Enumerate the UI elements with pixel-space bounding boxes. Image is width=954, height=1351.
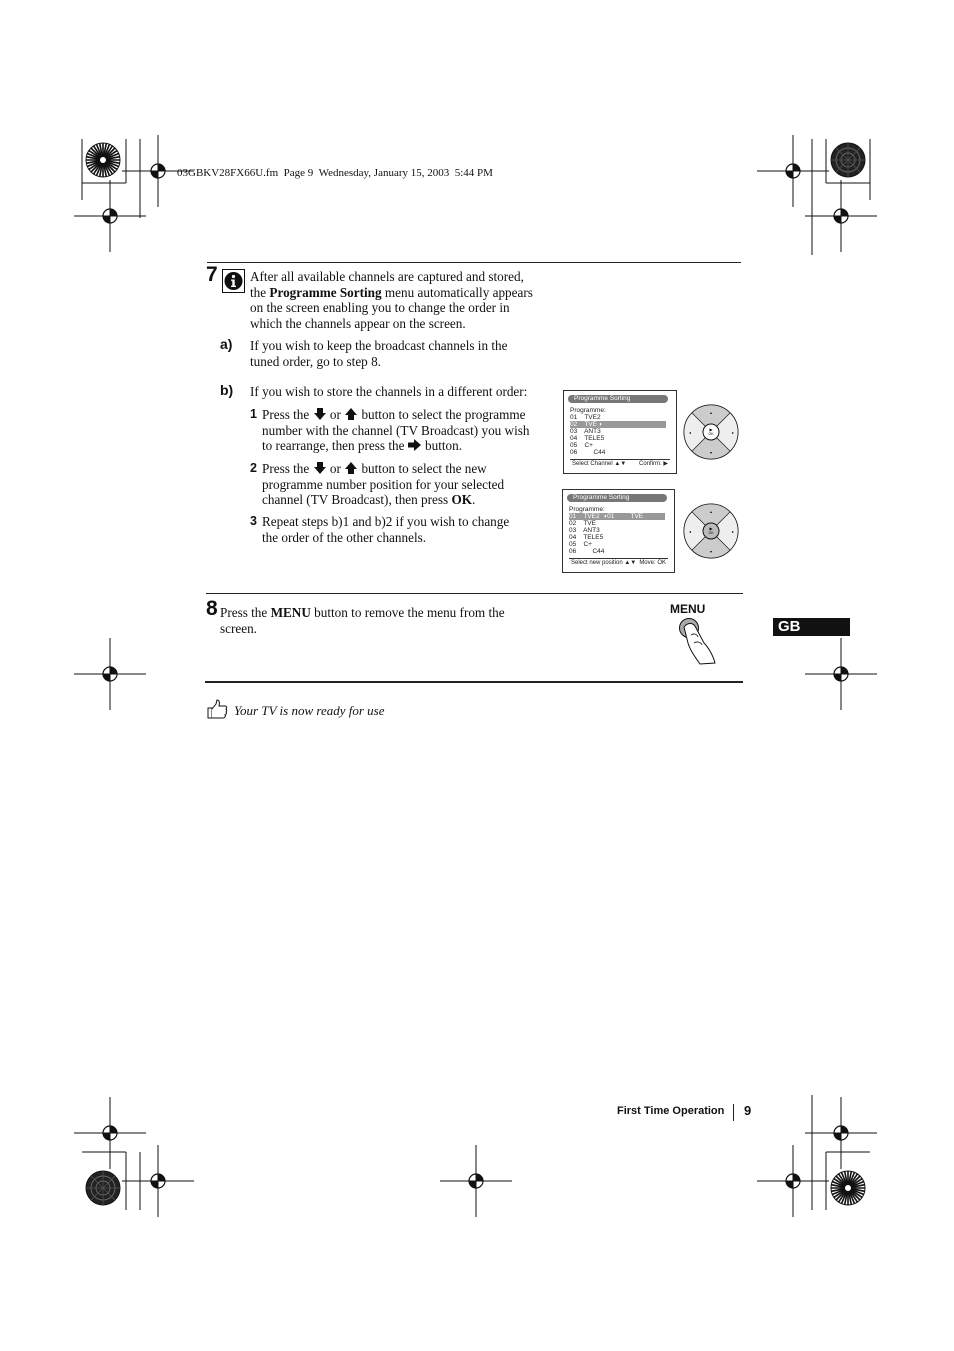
substep-3-number: 3 — [250, 514, 257, 528]
menu-button-label: MENU — [670, 602, 706, 616]
text — [262, 407, 562, 423]
ok-label: OK — [708, 531, 714, 535]
option-a-text — [250, 338, 560, 369]
option-a-label: a) — [220, 336, 233, 352]
step7-intro-line — [250, 285, 560, 301]
text: tuned order, go to step 8. — [250, 353, 381, 369]
text: button to remove the menu from the — [310, 605, 505, 620]
arrow-right-icon — [408, 439, 422, 451]
text: If you wish to keep the broadcast channels in the — [250, 338, 508, 353]
info-icon — [222, 269, 245, 293]
screen-row-selected: 01 TVE2 ◖01 TVE — [569, 513, 665, 520]
substep-3-text — [262, 514, 562, 545]
language-tab: GB — [773, 618, 850, 636]
remote-joystick-icon — [683, 404, 739, 460]
footer-hint: Select new position ▲▼ — [571, 560, 637, 566]
step7-intro-line: which the channels appear on the screen. — [250, 315, 466, 331]
screen-footer — [569, 558, 668, 568]
programme-sorting-term: Programme Sorting — [269, 284, 382, 300]
arrow-up-icon — [344, 408, 358, 420]
text: Press the — [262, 407, 310, 422]
text: or — [329, 407, 341, 422]
ok-term: OK — [451, 492, 472, 507]
screen-row: 03 ANT3 — [569, 527, 600, 534]
screen-row-selected: 02 TVE ◗ — [570, 421, 666, 428]
text: programme number position for your selected — [262, 476, 505, 492]
arrow-up-icon — [344, 462, 358, 474]
footer-section-title: First Time Operation — [617, 1105, 725, 1117]
svg-text:◂: ◂ — [689, 529, 692, 534]
text — [262, 492, 562, 508]
text: the order of the other channels. — [262, 529, 427, 545]
text: button. — [425, 438, 463, 453]
screen-title: Programme Sorting — [567, 494, 667, 502]
screen-row: 03 ANT3 — [570, 428, 601, 435]
step7-top-rule — [207, 262, 741, 263]
text: or — [329, 461, 341, 476]
option-b-label: b) — [220, 382, 234, 398]
page-number: 9 — [744, 1103, 752, 1118]
screen-row: 04 TELE5 — [569, 534, 604, 541]
arrow-down-icon — [313, 462, 327, 474]
text: Press the — [220, 605, 271, 620]
step8-top-rule — [206, 593, 743, 594]
ready-message: Your TV is now ready for use — [234, 703, 385, 718]
thumbs-up-icon — [206, 699, 228, 719]
footer-divider — [733, 1104, 734, 1121]
text — [220, 605, 550, 621]
menu-term: MENU — [270, 605, 311, 620]
text: button to select the programme — [361, 407, 526, 422]
programme-sorting-screen-2 — [562, 489, 675, 573]
screen-footer — [570, 459, 670, 469]
file-info-header: 03GBKV28FX66U.fm Page 9 Wednesday, January 15, 2003 5:44 PM — [177, 167, 493, 179]
screen-row: 02 TVE — [569, 520, 596, 527]
footer-hint: Move: OK — [639, 560, 666, 566]
screen-title: Programme Sorting — [568, 395, 668, 403]
step8-bottom-rule — [205, 681, 743, 683]
svg-text:◂: ◂ — [689, 430, 692, 435]
ok-label: OK — [708, 432, 714, 436]
svg-text:▴: ▴ — [709, 509, 713, 514]
remote-joystick-icon — [683, 503, 739, 559]
screen-row: 01 TVE2 — [570, 414, 601, 421]
text — [262, 438, 562, 454]
step7-intro-line: on the screen enabling you to change the order in — [250, 300, 510, 315]
step7-intro — [250, 269, 560, 331]
text: number with the channel (TV Broadcast) you wish — [262, 422, 530, 438]
text: to rearrange, then press the — [262, 438, 405, 453]
svg-text:▾: ▾ — [709, 549, 713, 554]
svg-text:▴: ▴ — [709, 410, 713, 415]
substep-2-text — [262, 461, 562, 508]
text — [262, 461, 562, 477]
option-b-text: If you wish to store the channels in a different order: — [250, 384, 528, 399]
substep-2-number: 2 — [250, 461, 257, 475]
step7-intro-line: After all available channels are captured and stored, — [250, 269, 524, 284]
programme-sorting-screen-1 — [563, 390, 677, 474]
svg-text:▶: ▶ — [709, 427, 713, 432]
svg-text:▾: ▾ — [709, 450, 713, 455]
text: menu automatically appears — [381, 284, 533, 300]
screen-label: Programme: — [570, 407, 606, 414]
text: the — [250, 284, 270, 300]
svg-text:▶: ▶ — [709, 526, 713, 531]
screen-row: 06 C44 — [569, 548, 605, 555]
text: channel (TV Broadcast), then press — [262, 492, 452, 507]
screen-row: 05 C+ — [570, 442, 593, 449]
substep-1-text — [262, 407, 562, 454]
substep-1-number: 1 — [250, 407, 257, 421]
svg-text:▸: ▸ — [732, 430, 735, 435]
text: Press the — [262, 461, 310, 476]
arrow-down-icon — [313, 408, 327, 420]
screen-row: 06 C44 — [570, 449, 606, 456]
step7-number: 7 — [206, 263, 218, 286]
text: screen. — [220, 620, 257, 636]
screen-row: 04 TELE5 — [570, 435, 605, 442]
text: Repeat steps b)1 and b)2 if you wish to change — [262, 514, 510, 529]
step8-number: 8 — [206, 597, 218, 620]
footer-hint: Select Channel ▲▼ — [572, 461, 627, 467]
step8-text — [220, 605, 550, 636]
screen-row: 05 C+ — [569, 541, 592, 548]
svg-text:▸: ▸ — [732, 529, 735, 534]
text: . — [471, 492, 476, 507]
footer-hint: Confirm: ▶ — [639, 461, 668, 467]
text: button to select the new — [361, 461, 487, 476]
hand-pressing-button-icon — [676, 617, 720, 665]
screen-label: Programme: — [569, 506, 605, 513]
